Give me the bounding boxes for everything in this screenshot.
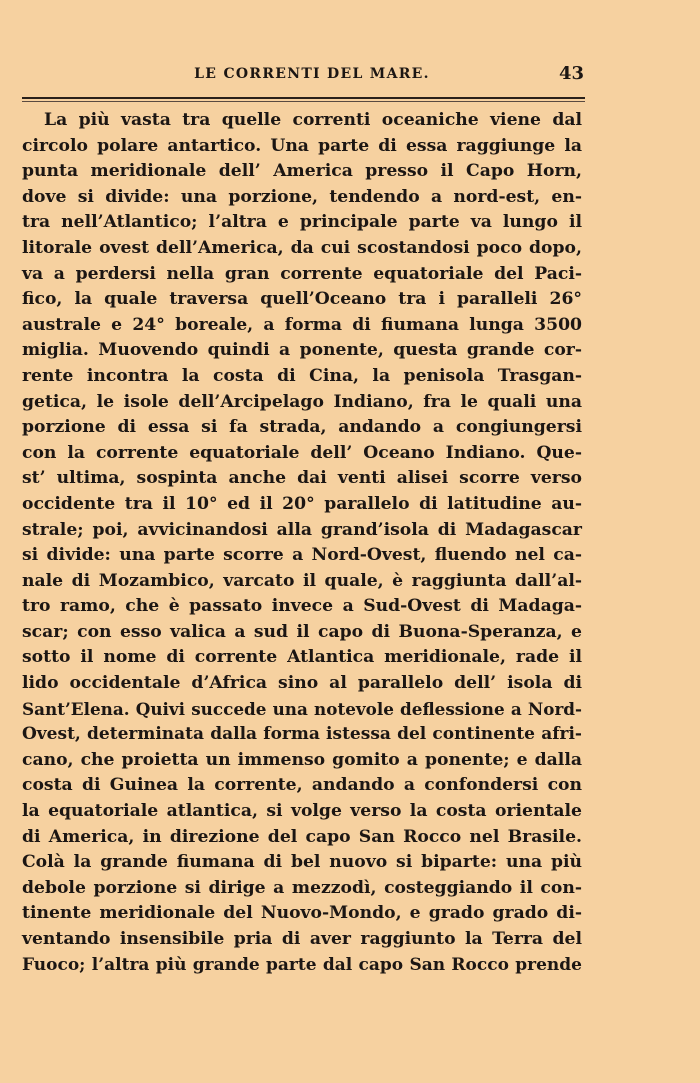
- text-line: tinente meridionale del Nuovo-Mondo, e grado grado di-: [22, 903, 582, 924]
- text-line: australe e 24° boreale, a forma di fiumana lunga 3500: [22, 314, 582, 335]
- body-text: [22, 108, 582, 978]
- text-line: circolo polare antartico. Una parte di essa raggiunge la: [22, 135, 582, 156]
- text-line: occidente tra il 10° ed il 20° parallelo di latitudine au-: [22, 493, 582, 514]
- text-line: porzione di essa si fa strada, andando a congiungersi: [22, 417, 582, 438]
- running-title: LE CORRENTI DEL MARE.: [194, 66, 430, 82]
- page-number: 43: [558, 63, 584, 84]
- text-line: scar; con esso valica a sud il capo di Buona-Speranza, e: [22, 621, 582, 642]
- text-line: lido occidentale d’Africa sino al parallelo dell’ isola di: [22, 673, 582, 694]
- text-line: debole porzione si dirige a mezzodì, costeggiando il con-: [22, 877, 582, 898]
- text-line: con la corrente equatoriale dell’ Oceano Indiano. Que-: [22, 442, 582, 463]
- text-line: va a perdersi nella gran corrente equatoriale del Paci-: [22, 263, 582, 284]
- text-line: cano, che proietta un immenso gomito a ponente; e dalla: [22, 749, 582, 770]
- text-line: la equatoriale atlantica, si volge verso la costa orientale: [22, 801, 582, 822]
- text-line: nale di Mozambico, varcato il quale, è raggiunta dall’al-: [22, 570, 582, 591]
- text-line: getica, le isole dell’Arcipelago Indiano, fra le quali una: [22, 391, 582, 412]
- text-line: rente incontra la costa di Cina, la penisola Trasgan-: [22, 365, 582, 386]
- text-line: Ovest, determinata dalla forma istessa del continente afri-: [22, 724, 582, 745]
- header-rule-thin: [22, 101, 585, 102]
- text-line: Sant’Elena. Quivi succede una notevole deflessione a Nord-: [22, 698, 582, 719]
- text-line: punta meridionale dell’ America presso il Capo Horn,: [22, 161, 582, 182]
- text-line: di America, in direzione del capo San Rocco nel Brasile.: [22, 826, 582, 847]
- text-line: La più vasta tra quelle correnti oceaniche viene dal: [44, 110, 582, 130]
- text-line: Fuoco; l’altra più grande parte dal capo San Rocco prende: [22, 954, 582, 975]
- text-line: sotto il nome di corrente Atlantica meridionale, rade il: [22, 647, 582, 668]
- text-line: strale; poi, avvicinandosi alla grand’isola di Madagascar: [22, 519, 582, 540]
- text-line: ventando insensibile pria di aver raggiunto la Terra del: [22, 929, 582, 949]
- text-line: tra nell’Atlantico; l’altra e principale parte va lungo il: [22, 212, 582, 233]
- text-line: dove si divide: una porzione, tendendo a nord-est, en-: [22, 186, 582, 207]
- text-line: fico, la quale traversa quell’Oceano tra i paralleli 26°: [22, 289, 582, 310]
- header-rule: [22, 97, 585, 99]
- text-line: tro ramo, che è passato invece a Sud-Ovest di Madaga-: [22, 596, 582, 617]
- text-line: st’ ultima, sospinta anche dai venti alisei scorre verso: [22, 468, 582, 489]
- text-line: Colà la grande fiumana di bel nuovo si biparte: una più: [22, 852, 582, 873]
- text-line: si divide: una parte scorre a Nord-Ovest, fluendo nel ca-: [22, 545, 582, 566]
- running-head: [22, 64, 582, 88]
- text-line: litorale ovest dell’America, da cui scostandosi poco dopo,: [22, 237, 582, 258]
- text-line: costa di Guinea la corrente, andando a confondersi con: [22, 775, 582, 796]
- text-line: miglia. Muovendo quindi a ponente, questa grande cor-: [22, 340, 582, 361]
